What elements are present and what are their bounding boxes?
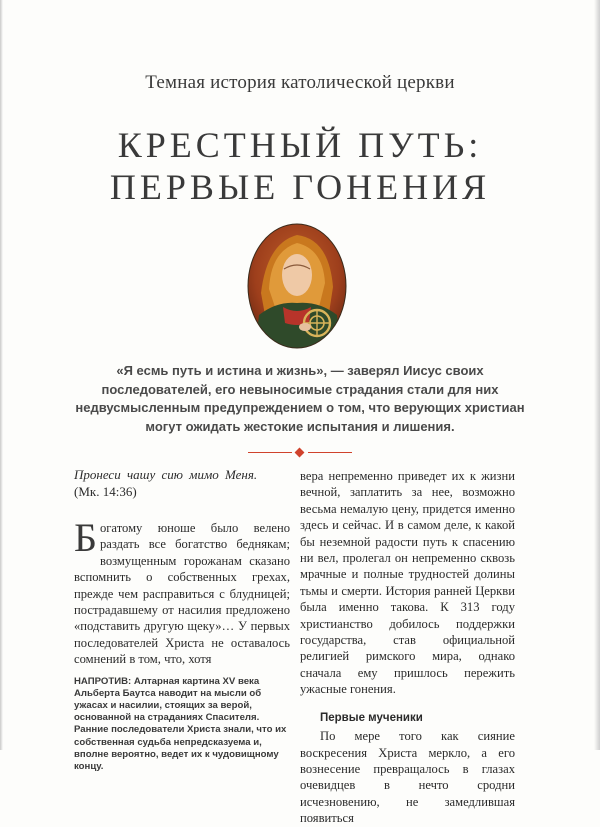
body-paragraph — [74, 515, 290, 668]
body-paragraph: вера непременно приведет их к жизни вечной, заплатить за нее, возможно весьма немалую цену, придется именно здесь и сейчас. И в самом деле, к какой бы неземной радости путь к спасению ни вел, пролегал он непременно сквозь мрачные и полные трудностей долины тьмы и смерти. История ранней Церкви была именно такова. К 313 году христианство добилось поддержки государства, став официальной религией римского мира, однако сначала ему пришлось пережить ужасные гонения. — [300, 469, 515, 697]
right-column — [300, 468, 515, 827]
epigraph-reference: (Мк. 14:36) — [74, 484, 137, 499]
page-edge-shadow — [594, 0, 600, 750]
caption-text: Алтарная картина XV века Альберта Баутса наводит на мысли об ужасах и насилии, стоящих за верой, основанной на страданиях Спасителя. Ранние последователи Христа знали, что их собственная судьба непредсказуема и, вполне вероятно, ведет их к чудовищному концу. — [74, 675, 287, 773]
divider-line-left — [248, 452, 292, 453]
lead-quote: «Я есмь путь и истина и жизнь», — заверял Иисус своих последователей, его невыносимые страдания стали для них недвусмысленным предупреждением о том, что верующих христиан могут ожидать жестокие испытания и лишения. — [75, 363, 525, 434]
page-edge-left — [0, 0, 3, 750]
section-subheading: Первые мученики — [320, 711, 423, 724]
diamond-icon — [295, 448, 305, 458]
body-paragraph: По мере того как сияние воскресения Христа меркло, а его вознесение превращалось в глазах очевидцев в нечто сродни исчезновению, не замедлившая появиться — [300, 729, 515, 826]
caption-label: НАПРОТИВ: — [74, 675, 132, 687]
portrait-medallion — [247, 223, 347, 349]
epigraph-text: Пронеси чашу сию мимо Меня. — [74, 467, 258, 482]
ornament-divider — [248, 448, 352, 458]
chapter-title-line2: ПЕРВЫЕ ГОНЕНИЯ — [109, 167, 491, 207]
drop-cap: Б — [74, 515, 97, 560]
divider-line-right — [308, 452, 352, 453]
left-column — [74, 466, 290, 773]
paragraph-text: огатому юноше было велено раздать все богатство беднякам; возмущенным горожанам сказано вспомнить о собственных грехах, прежде чем расправиться с блудницей; пострадавшему от насилия предложено «подставить другую щеку»… У первых последователей Христа не оставалось сомнений в том, что, хотя — [74, 521, 290, 667]
series-title: Темная история католической церкви — [145, 72, 455, 93]
image-caption — [74, 676, 290, 774]
chapter-title-line1: КРЕСТНЫЙ ПУТЬ: — [117, 125, 483, 165]
